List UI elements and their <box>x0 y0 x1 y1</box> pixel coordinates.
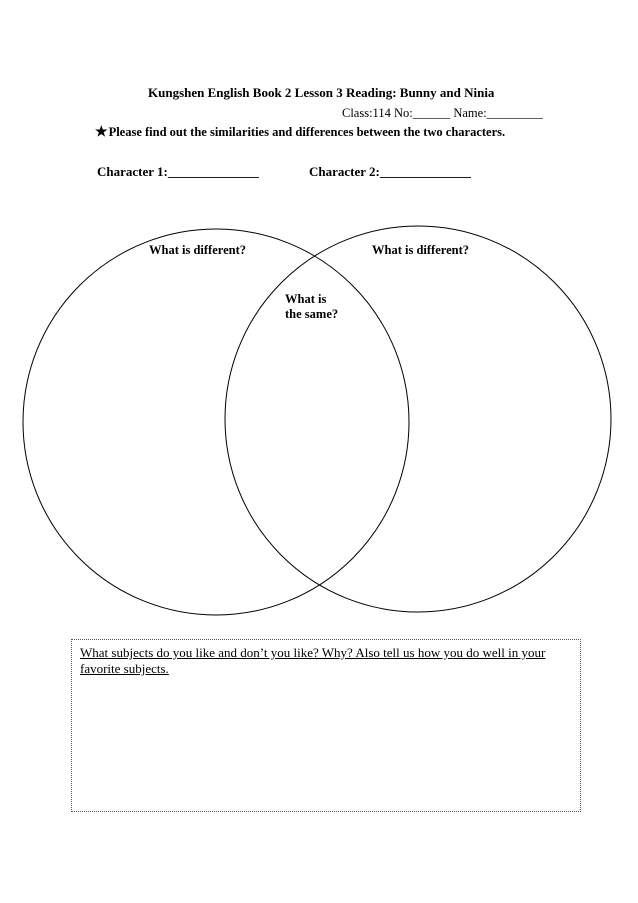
same-label-line1: What is <box>285 292 327 306</box>
left-circle <box>23 229 409 615</box>
star-icon: ★ <box>95 125 108 140</box>
right-circle <box>225 226 611 612</box>
right-different-label: What is different? <box>372 243 469 257</box>
instruction-text: Please find out the similarities and differences between the two characters. <box>108 125 506 139</box>
same-label <box>285 292 355 322</box>
character-2-field[interactable]: Character 2:______________ <box>309 164 471 179</box>
character-1-field[interactable]: Character 1:______________ <box>97 164 259 179</box>
answer-box[interactable] <box>71 639 581 812</box>
worksheet-title: Kungshen English Book 2 Lesson 3 Reading: Bunny and Ninia <box>148 85 495 100</box>
same-label-line2: the same? <box>285 307 339 321</box>
question-prompt: What subjects do you like and don’t you like? Why? Also tell us how you do well in your favorite subjects. <box>80 645 546 676</box>
class-number-name-line: Class:114 No:______ Name:_________ <box>342 106 543 120</box>
left-different-label: What is different? <box>149 243 246 257</box>
